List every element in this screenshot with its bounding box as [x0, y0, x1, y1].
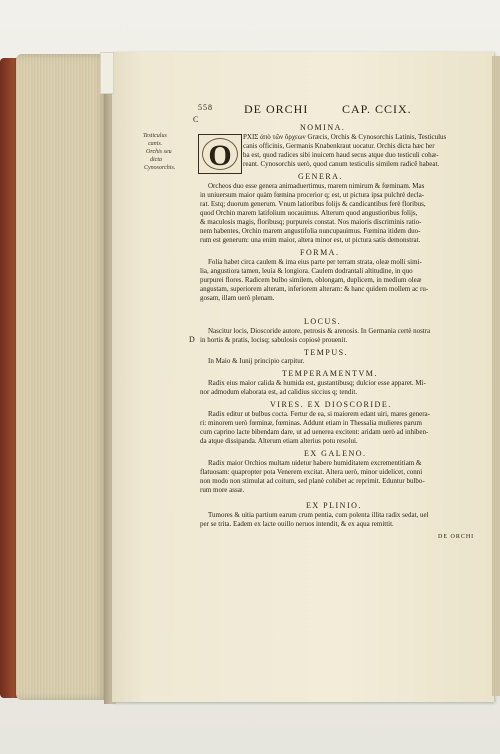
text-line: in uniuersum maior quàm fœmina procerior q; est, ut pictura ipsa pulchrè decla-: [200, 191, 425, 199]
text-line: da atque dissipanda. Alterum etiam alterius potu resolui.: [200, 437, 358, 445]
text-line: In Maio & Iunij principio carpitur.: [208, 357, 305, 365]
page-number: 558: [198, 103, 213, 112]
text-line: ri: minorem uerò fœminæ, fœminas. Addunt etiam in Thessalia mulieres parum: [200, 419, 422, 427]
section-heading-vires: VIRES. EX DIOSCORIDE.: [270, 400, 392, 409]
text-line: gosam, illam uerò plenam.: [200, 294, 275, 302]
side-note-line: Orchis seu: [146, 149, 172, 155]
text-line: lia, angustiora tamen, leuia & longiora. Caulem dodrantali altitudine, in quo: [200, 267, 413, 275]
text-line: per se trita. Eadem ex lacte ouillo neruos intendit, & ex aqua remittit.: [200, 520, 394, 528]
text-line: ΡΧΙΣ ἀπὸ τῶν ὄρχεων Græcis, Orchis & Cynosorchis Latinis, Testiculus: [243, 133, 447, 141]
side-note-line: Cynosorchis.: [144, 165, 176, 171]
text-line: rum est generum: una enim maior, altera minor est, ut pictura satis demonstrat.: [200, 236, 421, 244]
section-heading-forma: FORMA.: [300, 248, 340, 257]
section-heading-plinio: EX PLINIO.: [306, 501, 362, 510]
text-line: canis officinis, Germanis Knabenkraut uocatur. Orchis dicta hæc her: [243, 142, 435, 150]
running-title: DE ORCHI: [244, 102, 309, 116]
section-heading-nomina: NOMINA.: [300, 123, 346, 132]
text-line: purpurei flores. Radicem bulbo similem, oblongam, duplicem, in medium oleæ: [200, 276, 422, 284]
margin-letter-d: D: [189, 335, 195, 344]
page-edges: [16, 54, 108, 700]
right-page-edges: [492, 56, 500, 696]
chapter-number: CAP. CCIX.: [342, 102, 412, 116]
bookmark-slip: [100, 52, 114, 94]
section-heading-tempus: TEMPUS.: [304, 348, 349, 357]
text-line: rat. Estq; duorum generum. Vnum latioribus folijs & candicantibus ferè floribus,: [200, 200, 426, 208]
text-line: cum caprino lacte bibendam dare, ut ad uenerea excitent: aridam uerò ad inhiben-: [200, 428, 429, 436]
catchword: DE ORCHI: [438, 534, 475, 540]
decorated-initial: [198, 134, 242, 174]
section-heading-locus: LOCUS.: [304, 317, 342, 326]
text-line: in hortis & pratis, locisq; sabulosis copiosè prouenit.: [200, 336, 348, 344]
text-line: flatuosam: quapropter pota Venerem excitat. Altera uerò, minor uidelicet, conni: [200, 468, 423, 476]
text-line: Tumores & uitia partium earum crum pentia, cum polenta illita radix sedat, uel: [208, 511, 429, 519]
side-note-line: Testiculus: [143, 133, 167, 139]
text-line: rum more assæ.: [200, 486, 245, 494]
text-line: & maculosis magis, floribusq; purpureis constat. Nos maioris discriminis ratio-: [200, 218, 422, 226]
text-line: quod Orchin marem latifolium uocauimus. Alterum quod angustioribus folijs,: [200, 209, 418, 217]
text-line: Radix eius maior calida & humida est, gustantibusq; dulcior esse apparet. Mi-: [208, 379, 426, 387]
section-heading-galeno: EX GALENO.: [304, 449, 367, 458]
text-line: Orcheos duo esse genera animaduertimus, marem nimirum & fœminam. Mas: [208, 182, 425, 190]
text-line: non modo non stimulat ad coitum, sed planè cohibet ac reprimit. Eduntur bulbo-: [200, 477, 425, 485]
initial-letter: O: [208, 139, 232, 172]
section-heading-genera: GENERA.: [298, 172, 343, 181]
text-line: nem habentes, Orchin marem angustifolia nuncupauimus. Fœmina itidem duo-: [200, 227, 421, 235]
text-line: nor admodum elaborata est, ad calidius siccius q; tendit.: [200, 388, 358, 396]
text-line: Nascitur locis, Dioscoride autore, petrosis & arenosis. In Germania certè nostra: [208, 327, 431, 335]
side-note-line: dicta: [150, 157, 162, 163]
text-line: angustam, superiorem alteram, inferiorem alteram: & hanc quidem mollem ac ru-: [200, 285, 429, 293]
side-note-line: canis.: [148, 141, 163, 147]
section-heading-temperamentum: TEMPERAMENTVM.: [282, 369, 378, 378]
text-line: Radix editur ut bulbus cocta. Fertur de ea, si maiorem edant uiri, mares genera-: [208, 410, 430, 418]
text-line: reant. Cynosorchis uerò, quod canum testiculis similem radicē habeat.: [243, 160, 440, 168]
text-line: Folia habet circa caulem & ima eius parte per terram strata, oleæ molli simi-: [208, 258, 422, 266]
text-line: ba est, quod radices sibi inuicem haud secus atque duo testiculi cohæ-: [243, 151, 439, 159]
text-line: Radix maior Orchios multam uidetur habere humiditatem excrementitiam &: [208, 459, 422, 467]
margin-letter-c: C: [193, 115, 199, 124]
